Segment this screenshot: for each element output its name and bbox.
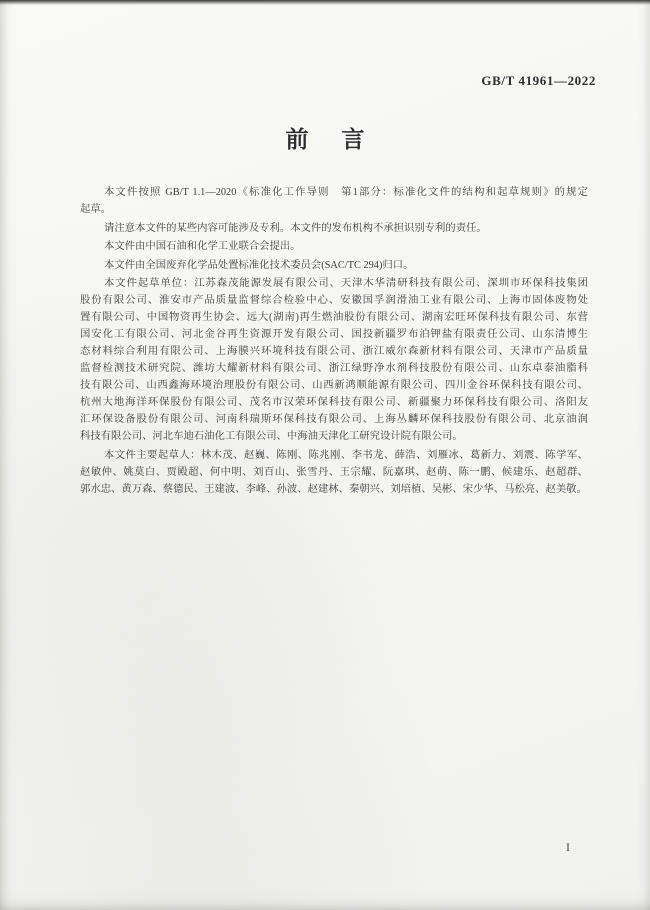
- text-line: 技有限公司、山西鑫海环境治理股份有限公司、山西新鸿顺能源有限公司、四川金谷环保科技有限公司、: [80, 380, 588, 391]
- standard-code: GB/T 41961—2022: [481, 73, 596, 88]
- text-line: 置有限公司、中国物资再生协会、远大(湖南)再生燃油股份有限公司、湖南宏旺环保科技有限公司、东营: [80, 312, 588, 323]
- paragraph-main-drafters: [80, 447, 588, 498]
- text-line: 股份有限公司、淮安市产品质量监督综合检验中心、安徽国孚润滑油工业有限公司、上海市固体废物处: [80, 295, 588, 306]
- text-line: 本文件由中国石油和化学工业联合会提出。: [104, 241, 301, 252]
- paragraph-proposer: [80, 238, 588, 255]
- text-line: 监督检测技术研究院、潍坊大耀新材料有限公司、浙江绿野净水剂科技股份有限公司、山东卓泰油脂科: [80, 363, 588, 374]
- text-line: 本文件按照 GB/T 1.1—2020《标准化工作导则 第1部分：标准化文件的结构和起草规则》的规定: [104, 187, 588, 198]
- page-number: I: [566, 840, 570, 854]
- text-line: 赵敏仲、姚莫白、贾殿超、何中明、刘百山、张雪丹、王宗耀、阮嘉琪、赵萌、陈一鹏、候建乐、赵超群、: [80, 466, 588, 478]
- paragraph-drafting-organizations: [80, 275, 588, 445]
- text-line: 起草。: [80, 204, 112, 215]
- text-line: 郭水忠、黄万森、蔡德民、王建波、李峰、孙波、赵建林、秦朝兴、刘培植、吴彬、宋少华、马松亮、赵美敬。: [80, 483, 587, 495]
- document-title: 前 言: [285, 127, 370, 152]
- foreword-body: [80, 184, 588, 498]
- paragraph-committee: [80, 257, 588, 274]
- scan-top-edge: [0, 0, 650, 5]
- text-line: 本文件由全国废弃化学品处置标准化技术委员会(SAC/TC 294)归口。: [104, 259, 414, 271]
- paragraph-patent-notice: [80, 220, 588, 237]
- text-line: 国安化工有限公司、河北金谷再生资源开发有限公司、国投新疆罗布泊钾盐有限责任公司、山东清博生: [80, 329, 588, 340]
- text-line: 本文件主要起草人：林木茂、赵巍、陈刚、陈兆刚、李书龙、薛浩、刘雁冰、葛新力、刘震、陈学军、: [104, 449, 588, 461]
- text-line: 杭州大地海洋环保股份有限公司、茂名市汉荣环保科技有限公司、新疆聚力环保科技有限公司、洛阳友: [80, 397, 588, 408]
- text-line: 态材料综合利用有限公司、上海膜兴环境科技有限公司、浙江威尔森新材料有限公司、天津市产品质量: [80, 346, 588, 357]
- text-line: 科技有限公司、河北车迪石油化工有限公司、中海油天津化工研究设计院有限公司。: [80, 431, 463, 442]
- text-line: 本文件起草单位：江苏森茂能源发展有限公司、天津木华清研科技有限公司、深圳市环保科技集团: [104, 278, 588, 289]
- text-line: 请注意本文件的某些内容可能涉及专利。本文件的发布机构不承担识别专利的责任。: [104, 222, 487, 234]
- text-line: 汇环保设备股份有限公司、河南科瑞斯环保科技有限公司、上海丛麟环保科技股份有限公司、北京油润: [80, 414, 588, 425]
- paragraph-standard-basis: [80, 184, 588, 218]
